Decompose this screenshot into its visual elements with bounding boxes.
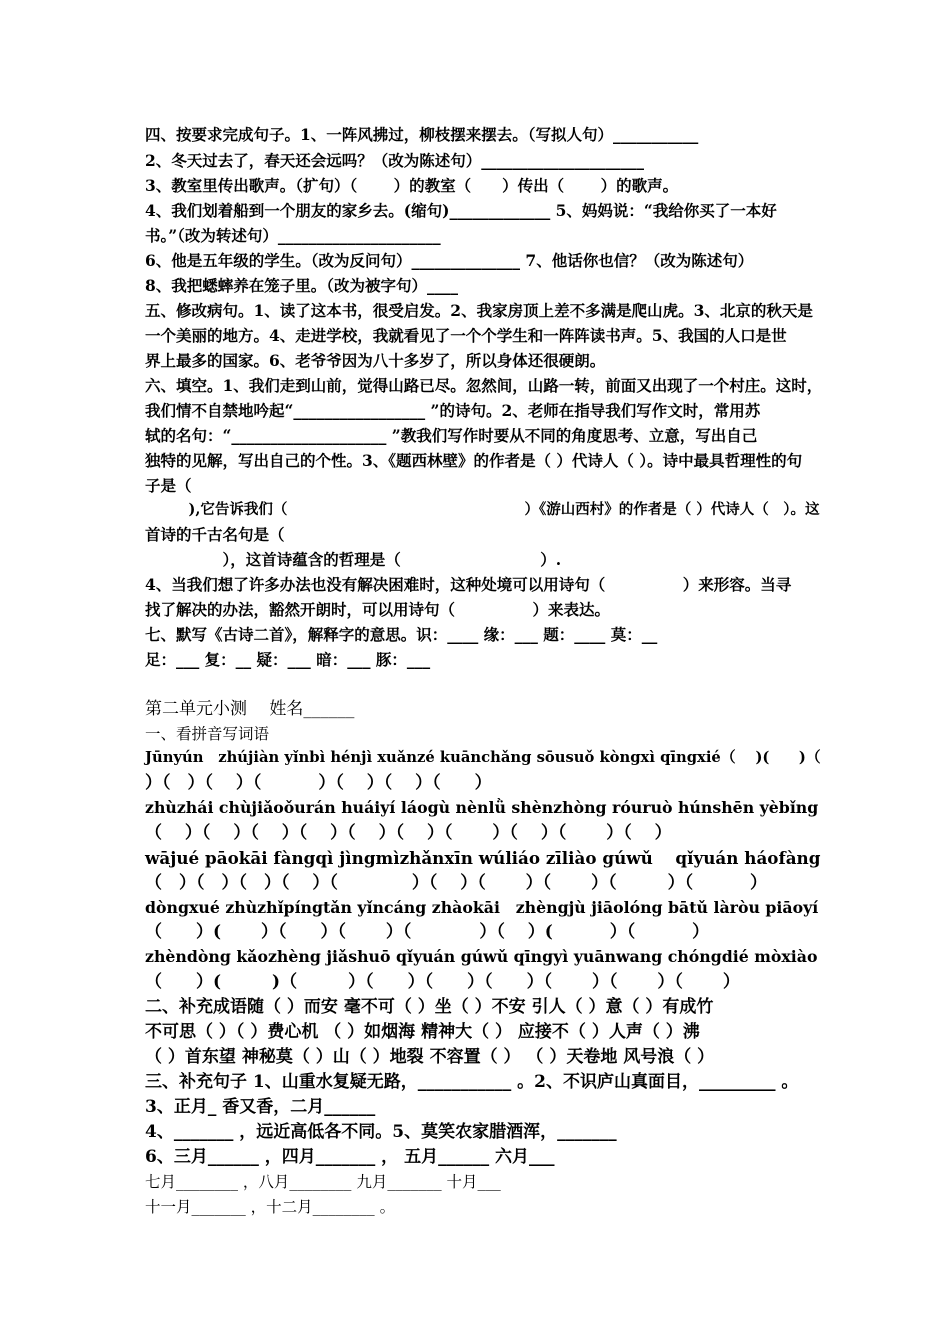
- text-line: 4、我们划着船到一个朋友的家乡去。(缩句)_____________ 5、妈妈说：“我给你买了一本好: [145, 201, 777, 220]
- pinyin-line: wājué pāokāi fàngqì jìngmìzhǎnxīn wúliáo zīliào gúwǔ qǐyuán háofàng: [145, 848, 821, 868]
- text-line: 书。”（改为转述句）_____________________: [145, 226, 441, 245]
- section-title: 第二单元小测 姓名______: [145, 699, 355, 719]
- blank-line: （ ）（ ）（ ）（ ）（ ）（ ）（ ）（ ）（ ）（ ）: [145, 823, 672, 843]
- pinyin-line: zhèndòng kǎozhèng jiǎshuō qǐyuán gúwǔ qīngyì yuānwang chóngdié mòxiào: [145, 947, 818, 966]
- text-line: 一个美丽的地方。4、走进学校，我就看见了一个个学生和一阵阵读书声。5、我国的人口是世: [145, 326, 787, 345]
- text-line: 找了解决的办法，豁然开朗时，可以用诗句（ ）来表达。: [145, 600, 611, 619]
- text-line: 六、填空。1、我们走到山前，觉得山路已尽。忽然间，山路一转，前面又出现了一个村庄。这时，: [145, 376, 823, 395]
- pinyin-line: Jūnyún zhújiàn yǐnbì hénjì xuǎnzé kuānchǎng sōusuǒ kòngxì qīngxié（ )( )（: [145, 749, 821, 766]
- text-line: 七月________ ，八月________ 九月_______ 十月___: [145, 1173, 501, 1191]
- text-line: 二、补充成语随（ ）而安 毫不可（ ）坐（ ）不安 引人（ ）意（ ）有成竹: [145, 997, 714, 1017]
- pinyin-line: zhùzhái chùjiǎoǒurán huáiyí láogù nènlǜ shènzhòng róuruò húnshēn yèbǐng: [145, 798, 819, 817]
- blank-line: （ ）（ ）（ ）（ ）（ ）（ ）（ ）（ ）（ ）（ ）: [145, 873, 768, 893]
- text-line: 界上最多的国家。6、老爷爷因为八十多岁了，所以身体还很硬朗。: [145, 351, 606, 370]
- pinyin-line: dòngxué zhùzhǐpíngtǎn yǐncáng zhàokāi zhèngjù jiāolóng bātǔ làròu piāoyí: [145, 898, 819, 917]
- text-line: 3、正月_ 香又香，二月______: [145, 1097, 376, 1117]
- text-line: 我们情不自禁地吟起“_________________ ”的诗句。2、老师在指导我们写作文时，常用苏: [145, 401, 761, 420]
- text-line: 一、看拼音写词语: [145, 725, 270, 743]
- text-line: 2、冬天过去了，春天还会远吗？（改为陈述句）_____________________: [145, 151, 645, 170]
- text-line: 七、默写《古诗二首》，解释字的意思。识：____ 缘：___ 题：____ 莫：__: [145, 625, 658, 644]
- text-line: 三、补充句子 1、山重水复疑无路，___________ 。2、不识庐山真面目，_________ 。: [145, 1072, 799, 1092]
- text-line: 首诗的千古名句是（: [145, 525, 285, 544]
- text-line: 不可思（ ）（ ）费心机 （ ）如烟海 精神大（ ） 应接不（ ）人声（ ）沸: [145, 1022, 700, 1042]
- blank-line: ）（ ）（ ）（ ）（ ）（ ）（ ）: [145, 773, 492, 793]
- text-line: 五、修改病句。1、读了这本书，很受启发。2、我家房顶上差不多满是爬山虎。3、北京的秋天是: [145, 301, 813, 320]
- text-line: 独特的见解，写出自己的个性。3、《题西林壁》的作者是（ ）代诗人（ ）。诗中最具哲理性的句: [145, 451, 803, 470]
- text-line: 6、三月______ ，四月_______ ， 五月______ 六月___: [145, 1147, 555, 1167]
- text-line: ),它告诉我们（ ）《游山西村》的作者是（ ）代诗人（ ）。这: [145, 501, 820, 518]
- text-line: 轼的名句：“____________________ ”教我们写作时要从不同的角度思考、立意，写出自己: [145, 426, 758, 445]
- blank-line: （ ）( )（ ）（ ）（ ）（ ）（ ）（ ）（ ）: [145, 972, 740, 992]
- text-line: 4、当我们想了许多办法也没有解决困难时，这种处境可以用诗句（ ）来形容。当寻: [145, 575, 792, 594]
- text-line: 6、他是五年级的学生。（改为反问句）______________ 7、他话你也信？（改为陈述句）: [145, 251, 754, 270]
- text-line: 十一月_______ ，十二月________ 。: [145, 1198, 396, 1216]
- text-line: 四、按要求完成句子。1、一阵风拂过，柳枝摆来摆去。（写拟人句）___________: [145, 125, 699, 144]
- text-line: 4、_______ ，远近高低各不同。5、莫笑农家腊酒浑，_______: [145, 1122, 617, 1142]
- text-line: 8、我把蟋蟀养在笼子里。（改为被字句）____: [145, 276, 459, 295]
- text-line: ），这首诗蕴含的哲理是（ ）.: [145, 550, 562, 569]
- blank-line: （ ）( ）（ ）（ ）（ ）（ ）( ）（ ）: [145, 922, 710, 942]
- text-line: 3、教室里传出歌声。（扩句）（ ）的教室（ ）传出（ ）的歌声。: [145, 176, 679, 195]
- text-line: 足：___ 复：__ 疑：___ 暗：___ 豚：___: [145, 650, 431, 669]
- text-line: （ ）首东望 神秘莫（ ）山（ ）地裂 不容置（ ） （ ）天卷地 风号浪（ ）: [145, 1047, 715, 1067]
- text-line: 子是（: [145, 476, 192, 495]
